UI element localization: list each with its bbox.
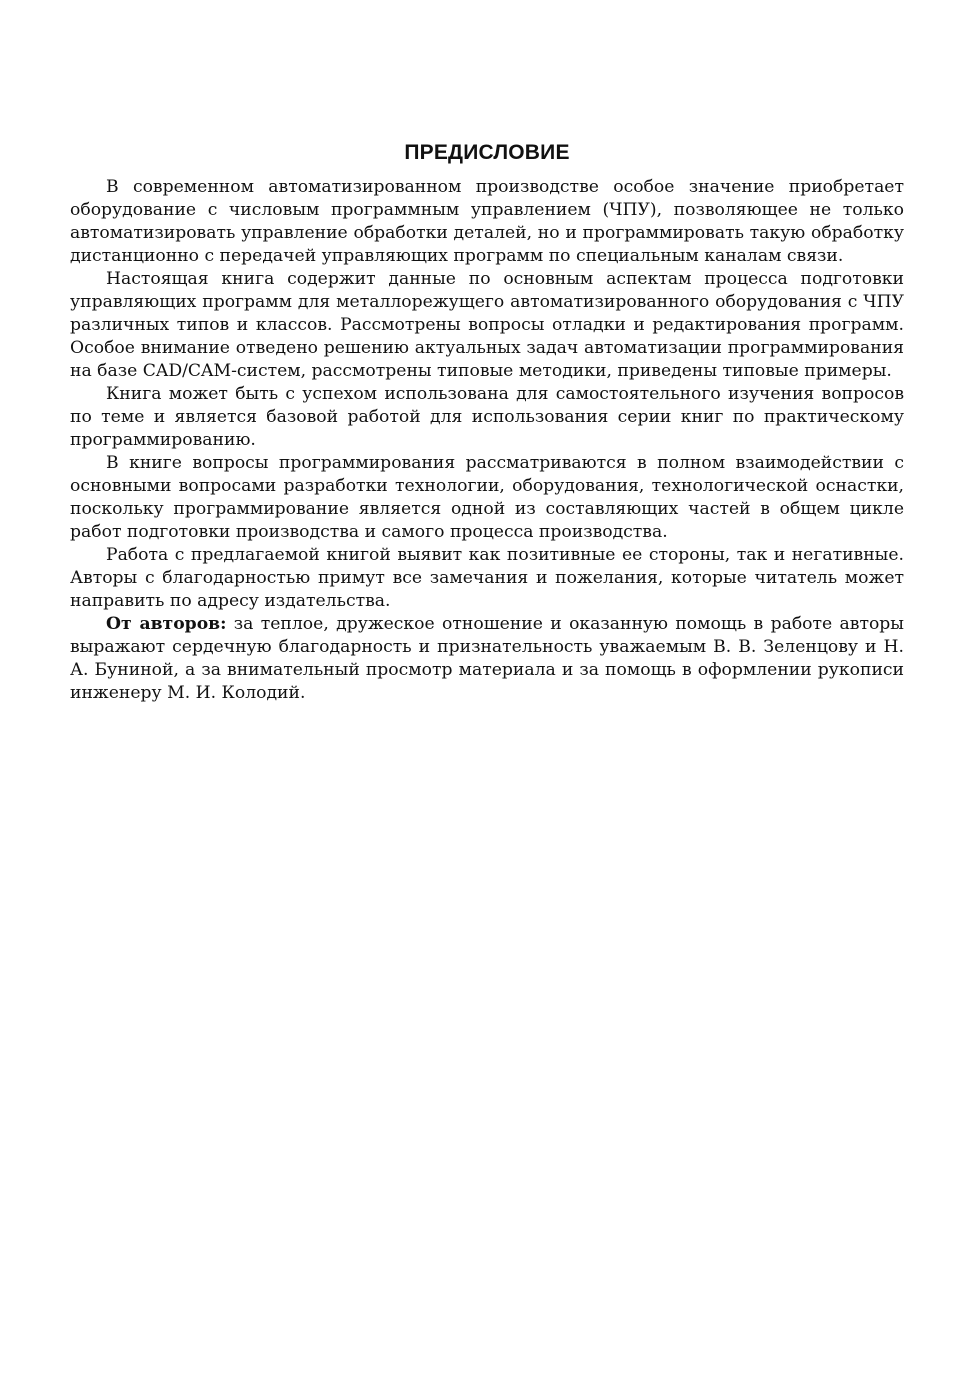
paragraph-3: Книга может быть с успехом использована для самостоятельного изучения вопросов по теме и является базовой работой для использования серии книг по практическому программированию. bbox=[70, 384, 904, 450]
paragraph-4: В книге вопросы программирования рассматриваются в полном взаимодействии с основными вопросами разработки технологии, оборудования, технологической оснастки, поскольку программирование является одной из составляющих частей в общем цикле работ подготовки производства и самого процесса производства. bbox=[70, 453, 904, 542]
acknowledgement-text: за теплое, дружеское отношение и оказанную помощь в работе авторы выражают сердечную благодарность и признательность уважаемым В. В. Зеленцову и Н. А. Буниной, а за внимательный просмотр материала и за помощь в оформлении рукописи инженеру М. И. Колодий. bbox=[70, 614, 904, 703]
acknowledgement-paragraph bbox=[70, 613, 904, 705]
paragraph-2: Настоящая книга содержит данные по основным аспектам процесса подготовки управляющих программ для металлорежущего автоматизированного оборудования с ЧПУ различных типов и классов. Рассмотрены вопросы отладки и редактирования программ. Особое внимание отведено решению актуальных задач автоматизации программирования на базе CAD/CAM-систем, рассмотрены типовые методики, приведены типовые примеры. bbox=[70, 269, 904, 381]
page bbox=[70, 140, 904, 705]
page-title: ПРЕДИСЛОВИЕ bbox=[404, 141, 570, 164]
acknowledgement-lead: От авторов: bbox=[106, 614, 227, 634]
paragraph-5: Работа с предлагаемой книгой выявит как позитивные ее стороны, так и негативные. Авторы с благодарностью примут все замечания и пожелания, которые читатель может направить по адресу издательства. bbox=[70, 545, 904, 611]
paragraph-1: В современном автоматизированном производстве особое значение приобретает оборудование с числовым программным управлением (ЧПУ), позволяющее не только автоматизировать управление обработки деталей, но и программировать такую обработку дистанционно с передачей управляющих программ по специальным каналам связи. bbox=[70, 177, 904, 266]
